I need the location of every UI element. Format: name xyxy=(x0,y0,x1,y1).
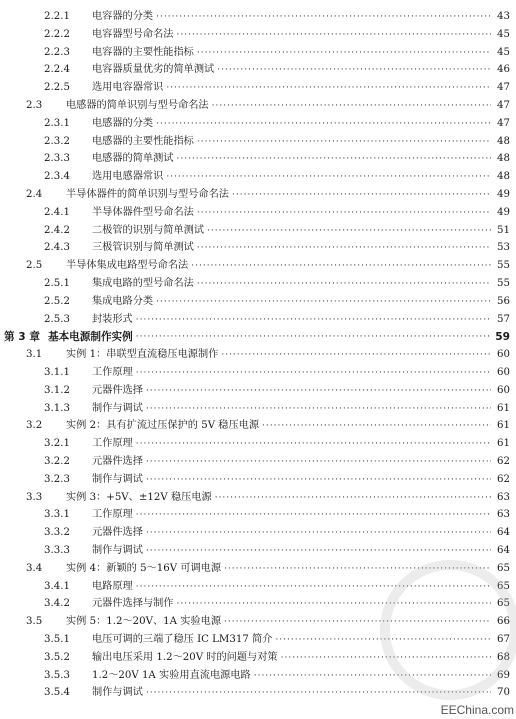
toc-page-number: 59 xyxy=(495,331,510,344)
toc-section-number: 2.2.5 xyxy=(44,82,70,94)
toc-section-number: 3.1.1 xyxy=(44,367,70,378)
toc-section-number: 3.2.1 xyxy=(44,438,70,450)
toc-section-number: 3.3.1 xyxy=(44,509,70,521)
toc-section-number: 2.4.2 xyxy=(44,224,70,236)
toc-section-title: 集成电路的型号命名法 xyxy=(92,278,194,289)
toc-section-number: 2.3.1 xyxy=(44,117,70,129)
toc-section-title: 实例 4：新颖的 5～16V 可调电源 xyxy=(66,562,222,574)
toc-section-title: 工作原理 xyxy=(92,438,133,450)
toc-page-number: 61 xyxy=(497,438,510,450)
toc-section-number: 3.2.3 xyxy=(44,473,70,485)
toc-page-number: 70 xyxy=(497,687,510,699)
toc-section-number: 2.3.2 xyxy=(44,135,70,147)
toc-page-number: 49 xyxy=(497,206,510,218)
toc-section-number: 第 3 章 xyxy=(4,331,40,344)
toc-page-number: 66 xyxy=(497,616,510,628)
toc-section-title: 电容器质量优劣的简单测试 xyxy=(92,64,215,76)
toc-section-title: 工作原理 xyxy=(92,509,133,521)
toc-section-title: 电感器的分类 xyxy=(92,117,154,129)
toc-page-number: 65 xyxy=(497,598,510,610)
toc-section-number: 3.5.1 xyxy=(44,634,70,645)
toc-section-number: 3.3 xyxy=(26,491,43,503)
toc-page-number: 48 xyxy=(497,153,510,165)
toc-page-number: 63 xyxy=(497,491,510,503)
toc-page-number: 64 xyxy=(497,545,510,556)
toc-section-number: 3.1 xyxy=(26,349,43,361)
toc-section-number: 3.2 xyxy=(26,420,43,432)
toc-section-number: 3.3.2 xyxy=(44,527,70,539)
toc-section-number: 2.2.3 xyxy=(44,46,70,58)
toc-section-title: 制作与调试 xyxy=(92,545,143,556)
toc-section-number: 3.5.2 xyxy=(44,651,70,663)
toc-page-number: 55 xyxy=(497,260,510,272)
toc-page-number: 60 xyxy=(497,384,510,396)
toc-section-title: 电容器的分类 xyxy=(92,11,154,22)
toc-section-title: 电容器型号命名法 xyxy=(92,28,174,40)
toc-section-number: 3.4.1 xyxy=(44,580,70,592)
toc-section-title: 电压可调的三端了稳压 IC LM317 简介 xyxy=(92,634,273,645)
toc-section-title: 实例 3：+5V、±12V 稳压电源 xyxy=(66,491,212,503)
toc-section-title: 元器件选择与制作 xyxy=(92,598,174,610)
toc-section-title: 元器件选择 xyxy=(92,527,143,539)
toc-section-number: 2.4.1 xyxy=(44,206,70,218)
toc-section-title: 二极管的识别与简单测试 xyxy=(92,224,205,236)
toc-page-number: 48 xyxy=(497,171,510,183)
toc-section-number: 2.5 xyxy=(26,260,43,272)
toc-page-number: 57 xyxy=(497,313,510,325)
toc-section-title: 电容器的主要性能指标 xyxy=(92,46,194,58)
toc-page-number: 45 xyxy=(497,46,510,58)
toc-page-number: 62 xyxy=(497,473,510,485)
toc-section-title: 半导体器件的简单识别与型号命名法 xyxy=(66,189,229,200)
toc-page-number: 69 xyxy=(497,669,510,681)
toc-section-number: 2.4 xyxy=(26,189,43,200)
toc-page-number: 56 xyxy=(497,295,510,307)
toc-section-title: 封装形式 xyxy=(92,313,133,325)
toc-section-number: 2.5.3 xyxy=(44,313,70,325)
toc-section-title: 制作与调试 xyxy=(92,687,143,699)
toc-section-title: 电感器的简单识别与型号命名法 xyxy=(66,100,209,111)
toc-section-title: 电路原理 xyxy=(92,580,133,592)
toc-page-number: 62 xyxy=(497,456,510,467)
toc-page-number: 63 xyxy=(497,509,510,521)
toc-section-number: 2.3.4 xyxy=(44,171,70,183)
toc-section-number: 3.3.3 xyxy=(44,545,70,556)
toc-section-number: 2.5.1 xyxy=(44,278,70,289)
toc-section-title: 三极管识别与简单测试 xyxy=(92,242,194,254)
toc-section-number: 2.3 xyxy=(26,100,43,111)
toc-section-number: 3.2.2 xyxy=(44,456,70,467)
toc-page-number: 64 xyxy=(497,527,510,539)
toc-page-number: 45 xyxy=(497,28,510,40)
toc-section-title: 半导体集成电路型号命名法 xyxy=(66,260,189,272)
toc-section-title: 元器件选择 xyxy=(92,456,143,467)
toc-page-number: 48 xyxy=(497,135,510,147)
toc-page-number: 53 xyxy=(497,242,510,254)
toc-page-number: 68 xyxy=(497,651,510,663)
toc-page-number: 51 xyxy=(497,224,510,236)
toc-section-number: 2.2.1 xyxy=(44,11,70,22)
toc-page-number: 61 xyxy=(497,402,510,414)
toc-section-title: 选用电容器常识 xyxy=(92,82,164,94)
toc-page-number: 55 xyxy=(497,278,510,289)
toc-section-title: 电感器的简单测试 xyxy=(92,153,174,165)
toc-section-title: 制作与调试 xyxy=(92,402,143,414)
toc-section-title: 半导体器件型号命名法 xyxy=(92,206,194,218)
toc-section-number: 3.5.3 xyxy=(44,669,70,681)
toc-section-title: 实例 2：具有扩流过压保护的 5V 稳压电源 xyxy=(66,420,260,432)
toc-section-number: 3.1.2 xyxy=(44,384,70,396)
toc-page-number: 47 xyxy=(497,82,510,94)
toc-page-number: 47 xyxy=(497,117,510,129)
toc-page-number: 46 xyxy=(497,64,510,76)
toc-section-number: 3.4.2 xyxy=(44,598,70,610)
toc-section-title: 1.2～20V 1A 实验用直流电源电路 xyxy=(92,669,251,681)
toc-section-title: 输出电压采用 1.2～20V 时的问题与对策 xyxy=(92,651,278,663)
toc-section-number: 3.5 xyxy=(26,616,43,628)
toc-section-title: 制作与调试 xyxy=(92,473,143,485)
toc-section-title: 实例 1：串联型直流稳压电源制作 xyxy=(66,349,219,361)
toc-section-title: 电感器的主要性能指标 xyxy=(92,135,194,147)
toc-page-number: 60 xyxy=(497,349,510,361)
toc-section-number: 2.5.2 xyxy=(44,295,70,307)
toc-page-number: 60 xyxy=(497,367,510,378)
watermark-seal xyxy=(380,560,516,700)
toc-page-number: 61 xyxy=(497,420,510,432)
toc-page-number: 65 xyxy=(497,562,510,574)
toc-section-title: 集成电路分类 xyxy=(92,295,154,307)
toc-section-number: 3.5.4 xyxy=(44,687,70,699)
toc-section-title: 实例 5：1.2～20V、1A 实验电源 xyxy=(66,616,222,628)
toc-section-number: 2.2.4 xyxy=(44,64,70,76)
toc-section-number: 2.3.3 xyxy=(44,153,70,165)
watermark-text: EEChina.com xyxy=(440,703,514,717)
toc-page-number: 67 xyxy=(497,634,510,645)
toc-section-title: 工作原理 xyxy=(92,367,133,378)
toc-section-title: 元器件选择 xyxy=(92,384,143,396)
toc-page-number: 49 xyxy=(497,189,510,200)
toc-page-number: 43 xyxy=(497,11,510,22)
toc-section-number: 3.4 xyxy=(26,562,43,574)
toc-page-number: 47 xyxy=(497,100,510,111)
toc-page-number: 65 xyxy=(497,580,510,592)
toc-section-number: 2.4.3 xyxy=(44,242,70,254)
toc-section-number: 2.2.2 xyxy=(44,28,70,40)
toc-section-title: 基本电源制作实例 xyxy=(48,331,133,344)
toc-section-title: 选用电感器常识 xyxy=(92,171,164,183)
toc-section-number: 3.1.3 xyxy=(44,402,70,414)
